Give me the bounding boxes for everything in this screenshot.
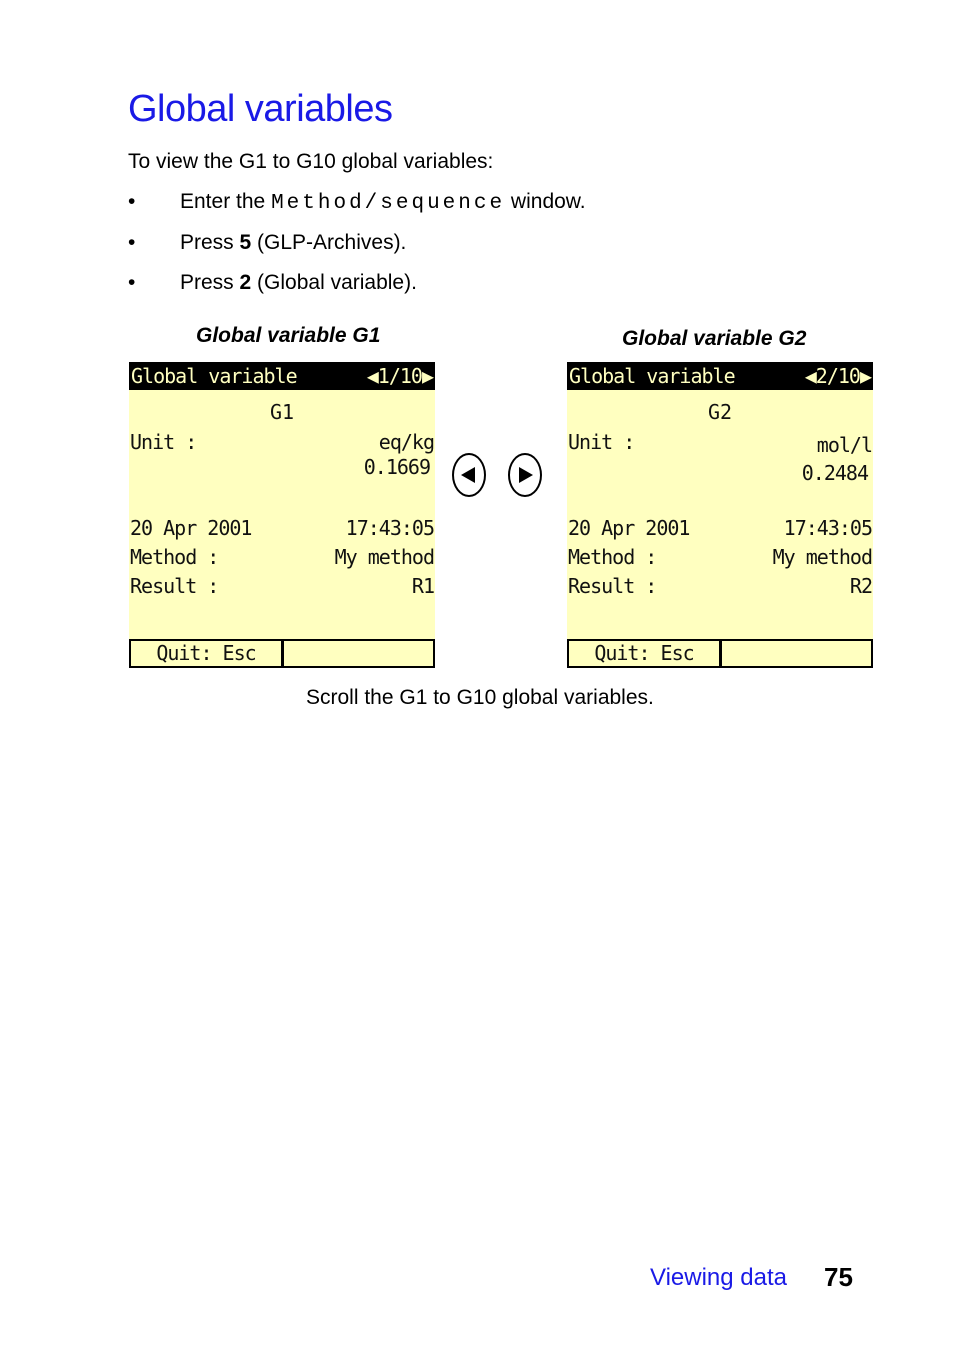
next-arrow-button[interactable] bbox=[508, 453, 542, 497]
variable-name: G2 bbox=[707, 400, 733, 424]
method-value: My method bbox=[334, 545, 434, 569]
screen-header-counter: ◀1/10▶ bbox=[366, 364, 433, 388]
step-2-key: 5 bbox=[239, 231, 252, 254]
result-value: R1 bbox=[411, 574, 434, 598]
variable-value: 0.1669 bbox=[363, 455, 430, 479]
quit-softkey[interactable]: Quit: Esc bbox=[569, 641, 722, 666]
quit-softkey[interactable]: Quit: Esc bbox=[131, 641, 284, 666]
step-2 bbox=[128, 231, 406, 255]
unit-row bbox=[568, 429, 872, 455]
right-arrow-icon bbox=[515, 465, 535, 485]
step-1-code: Method/sequence bbox=[271, 192, 506, 215]
counter-text: 1/10 bbox=[377, 364, 422, 388]
step-3 bbox=[128, 271, 417, 295]
step-1-suffix: window. bbox=[505, 190, 586, 213]
screen-header bbox=[129, 362, 435, 390]
date-row bbox=[568, 515, 872, 541]
screen-header-counter: ◀2/10▶ bbox=[804, 364, 871, 388]
scroll-note: Scroll the G1 to G10 global variables. bbox=[306, 686, 654, 709]
softkey-bar bbox=[129, 639, 435, 668]
page-title: Global variables bbox=[128, 88, 393, 130]
empty-softkey bbox=[284, 641, 433, 666]
result-row bbox=[568, 573, 872, 599]
result-label: Result : bbox=[130, 574, 219, 598]
step-1 bbox=[128, 190, 586, 215]
method-value: My method bbox=[772, 545, 872, 569]
screen-header-title: Global variable bbox=[131, 364, 297, 388]
empty-softkey bbox=[722, 641, 871, 666]
method-row bbox=[568, 544, 872, 570]
softkey-bar bbox=[567, 639, 873, 668]
value-row bbox=[130, 454, 434, 480]
bullet-1: • bbox=[128, 190, 136, 213]
bullet-2: • bbox=[128, 231, 136, 254]
previous-arrow-button[interactable] bbox=[452, 453, 486, 497]
caption-g1: Global variable G1 bbox=[196, 324, 381, 347]
method-label: Method : bbox=[568, 545, 657, 569]
footer-section: Viewing data bbox=[650, 1264, 787, 1291]
date-value: 20 Apr 2001 bbox=[130, 516, 252, 540]
result-row bbox=[130, 573, 434, 599]
step-3-prefix: Press bbox=[180, 271, 240, 294]
left-arrow-icon bbox=[459, 465, 479, 485]
variable-value: 0.2484 bbox=[801, 461, 868, 485]
screen-header-title: Global variable bbox=[569, 364, 735, 388]
date-value: 20 Apr 2001 bbox=[568, 516, 690, 540]
unit-label: Unit : bbox=[568, 430, 635, 454]
screen-g1 bbox=[129, 362, 435, 668]
step-1-prefix: Enter the bbox=[180, 190, 272, 213]
screen-g2 bbox=[567, 362, 873, 668]
variable-name: G1 bbox=[269, 400, 295, 424]
method-row bbox=[130, 544, 434, 570]
screen-header bbox=[567, 362, 873, 390]
caption-g2: Global variable G2 bbox=[622, 327, 807, 350]
result-label: Result : bbox=[568, 574, 657, 598]
value-row bbox=[568, 460, 872, 486]
step-2-prefix: Press bbox=[180, 231, 240, 254]
step-2-suffix: (GLP-Archives). bbox=[251, 231, 407, 254]
step-3-key: 2 bbox=[239, 271, 252, 294]
counter-text: 2/10 bbox=[815, 364, 860, 388]
unit-value: eq/kg bbox=[378, 430, 434, 454]
date-row bbox=[130, 515, 434, 541]
unit-row bbox=[130, 429, 434, 455]
unit-value: mol/l bbox=[816, 433, 872, 457]
unit-label: Unit : bbox=[130, 430, 197, 454]
bullet-3: • bbox=[128, 271, 136, 294]
intro-text: To view the G1 to G10 global variables: bbox=[128, 150, 494, 173]
step-3-suffix: (Global variable). bbox=[251, 271, 417, 294]
result-value: R2 bbox=[849, 574, 872, 598]
page-number: 75 bbox=[824, 1262, 853, 1292]
time-value: 17:43:05 bbox=[783, 516, 872, 540]
time-value: 17:43:05 bbox=[345, 516, 434, 540]
method-label: Method : bbox=[130, 545, 219, 569]
